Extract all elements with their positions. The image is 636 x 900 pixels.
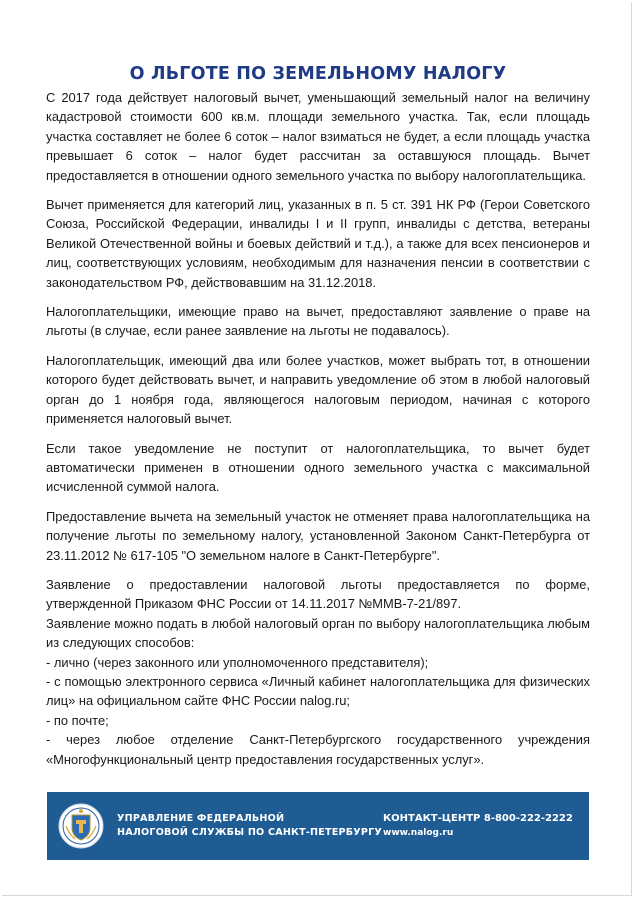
document-body xyxy=(46,64,590,769)
paragraph-multiple-plots: Налогоплательщик, имеющий два или более участков, может выбрать тот, в отношении которого будет действовать вычет, и направить уведомление об этом в любой налоговый орган до 1 ноября года, являющегося налоговым периодом, начиная с которого применяется налоговый вычет. xyxy=(46,352,590,427)
fns-emblem-icon xyxy=(57,801,105,851)
department-line-1: УПРАВЛЕНИЕ ФЕДЕРАЛЬНОЙ xyxy=(117,813,285,824)
list-item: - через любое отделение Санкт-Петербургского государственного учреждения «Многофункциональный центр предоставления государственных услуг». xyxy=(46,732,590,767)
paragraph-automatic-deduction: Если такое уведомление не поступит от налогоплательщика, то вычет будет автоматически применен в отношении одного земельного участка с максимальной исчисленной суммой налога. xyxy=(46,440,590,495)
list-item: - с помощью электронного сервиса «Личный кабинет налогоплательщика для физических лиц» на официальном сайте ФНС России nalog.ru; xyxy=(46,673,590,709)
list-item: - лично (через законного или уполномоченного представителя); xyxy=(46,654,429,670)
paragraph-form-order: Заявление о предоставлении налоговой льготы предоставляется по форме, утвержденной Приказом ФНС России от 14.11.2017 №ММВ-7-21/897. xyxy=(46,576,590,612)
contact-center: КОНТАКТ-ЦЕНТР 8-800-222-2222 xyxy=(383,813,573,824)
paragraph-spb-law: Предоставление вычета на земельный участок не отменяет права налогоплательщика на получение льготы по земельному налогу, установленной Законом Санкт-Петербурга от 23.11.2012 № 617-105 "О земельном налоге в Санкт-Петербурге". xyxy=(46,508,590,563)
department-line-2: НАЛОГОВОЙ СЛУЖБЫ ПО САНКТ-ПЕТЕРБУРГУ xyxy=(117,826,382,838)
paragraph-deduction-intro: С 2017 года действует налоговый вычет, уменьшающий земельный налог на величину кадастровой стоимости 600 кв.м. площади земельного участка. Так, если площадь участка составляет не более 6 соток – налог взиматься не будет, а если площадь участка превышает 6 соток – налог будет рассчитан за оставшуюся площадь. Вычет предоставляется в отношении одного земельного участка по выбору налогоплательщика. xyxy=(46,90,590,183)
website-link[interactable]: www.nalog.ru xyxy=(383,828,454,838)
list-item: - по почте; xyxy=(46,712,109,728)
paragraph-submission-methods: Заявление можно подать в любой налоговый орган по выбору налогоплательщика любым из следующих способов: xyxy=(46,615,590,651)
footer-banner xyxy=(47,792,589,860)
paragraph-eligible-categories: Вычет применяется для категорий лиц, указанных в п. 5 ст. 391 НК РФ (Герои Советского Союза, Российской Федерации, инвалиды I и II групп, инвалиды с детства, ветераны Великой Отечественной войны и боевых действий и т.д.), а также для всех пенсионеров и лиц, соответствующих условиям, необходимым для назначения пенсии в соответствии с законодательством РФ, действовавшим на 31.12.2018. xyxy=(46,197,590,290)
department-name xyxy=(117,812,382,839)
submission-methods-list xyxy=(46,653,590,769)
paragraph-application: Налогоплательщики, имеющие право на вычет, предоставляют заявление о праве на льготы (в случае, если ранее заявление на льготы не подавалось). xyxy=(46,304,590,339)
page-title: О ЛЬГОТЕ ПО ЗЕМЕЛЬНОМУ НАЛОГУ xyxy=(129,64,507,84)
